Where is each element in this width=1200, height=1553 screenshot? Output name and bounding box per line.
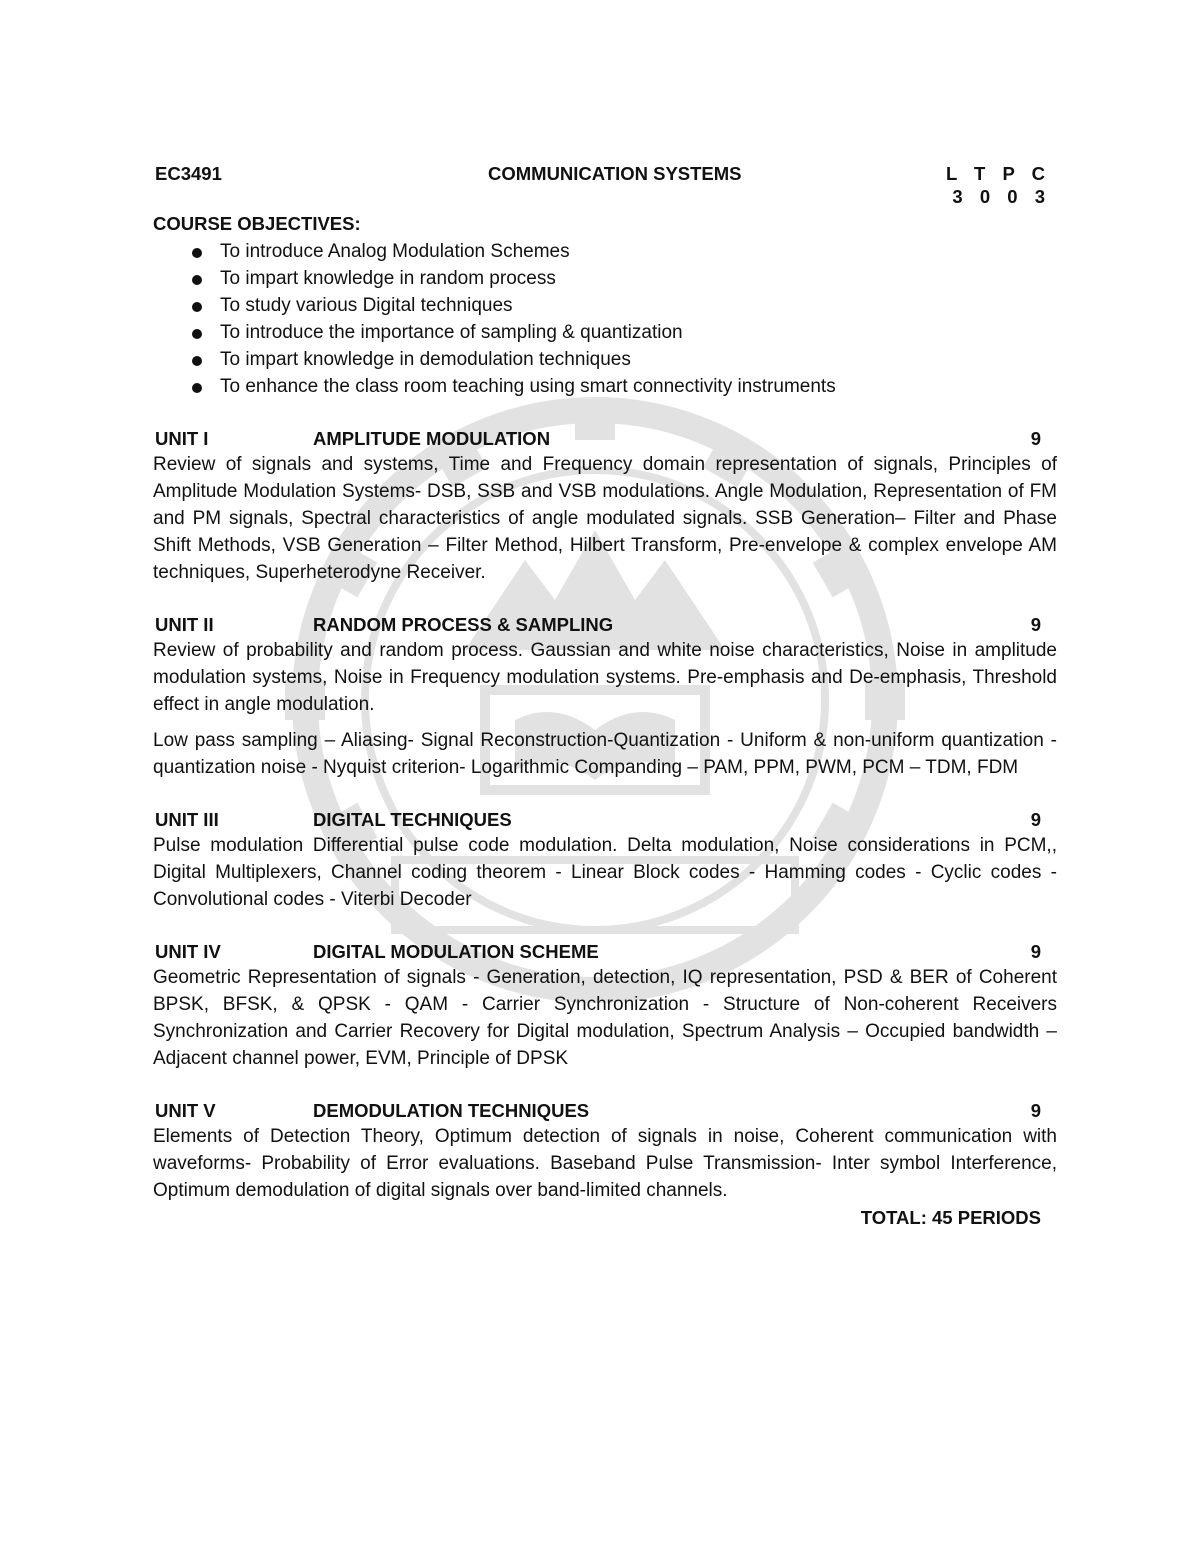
unit-name: AMPLITUDE MODULATION bbox=[313, 428, 551, 449]
unit-name: RANDOM PROCESS & SAMPLING bbox=[313, 614, 614, 635]
list-item bbox=[189, 238, 1057, 265]
unit-number: UNIT II bbox=[155, 614, 214, 635]
objectives-list bbox=[153, 238, 1057, 400]
objective-text: To study various Digital techniques bbox=[220, 295, 513, 316]
objective-text: To introduce the importance of sampling & quantization bbox=[220, 322, 683, 343]
unit-content: Geometric Representation of signals - Generation, detection, IQ representation, PSD & BER of Coherent BPSK, BFSK, & QPSK - QAM - Carrier Synchronization - Structure of Non-coherent Receivers Synchronization and Carrier Recovery for Digital modulation, Spectrum Analysis – Occupied bandwidth – Adjacent channel power, EVM, Principle of DPSK bbox=[153, 967, 1057, 1069]
unit-1 bbox=[153, 424, 1057, 586]
unit-hours: 9 bbox=[1030, 809, 1041, 830]
unit-hours: 9 bbox=[1030, 428, 1041, 449]
unit-number: UNIT V bbox=[155, 1100, 216, 1121]
credits-row bbox=[153, 186, 1057, 210]
list-item bbox=[189, 319, 1057, 346]
unit-hours: 9 bbox=[1030, 614, 1041, 635]
unit-4 bbox=[153, 937, 1057, 1072]
unit-number: UNIT III bbox=[155, 809, 219, 830]
unit-heading bbox=[153, 424, 1057, 451]
course-title: COMMUNICATION SYSTEMS bbox=[488, 163, 742, 184]
list-item bbox=[189, 373, 1057, 400]
bullet-icon bbox=[192, 383, 202, 393]
course-code: EC3491 bbox=[155, 163, 222, 184]
unit-name: DIGITAL MODULATION SCHEME bbox=[313, 941, 599, 962]
list-item bbox=[189, 346, 1057, 373]
unit-number: UNIT I bbox=[155, 428, 209, 449]
unit-3 bbox=[153, 805, 1057, 913]
ltpc-values: 3 0 0 3 bbox=[952, 186, 1051, 207]
list-item bbox=[189, 292, 1057, 319]
unit-content: Review of signals and systems, Time and Frequency domain representation of signals, Principles of Amplitude Modulation Systems- DSB, SSB and VSB modulations. Angle Modulation, Representation of FM and PM signals, Spectral characteristics of angle modulated signals. SSB Generation– Filter and Phase Shift Methods, VSB Generation – Filter Method, Hilbert Transform, Pre-envelope & complex envelope AM techniques, Superheterodyne Receiver. bbox=[153, 454, 1057, 583]
unit-2 bbox=[153, 610, 1057, 781]
bullet-icon bbox=[192, 329, 202, 339]
unit-heading bbox=[153, 805, 1057, 832]
unit-name: DEMODULATION TECHNIQUES bbox=[313, 1100, 590, 1121]
course-header bbox=[153, 158, 1057, 186]
unit-heading bbox=[153, 1096, 1057, 1123]
unit-heading bbox=[153, 937, 1057, 964]
unit-number: UNIT IV bbox=[155, 941, 221, 962]
objective-text: To impart knowledge in random process bbox=[220, 268, 556, 289]
unit-hours: 9 bbox=[1030, 1100, 1041, 1121]
objective-text: To enhance the class room teaching using smart connectivity instruments bbox=[220, 376, 836, 397]
unit-content: Pulse modulation Differential pulse code modulation. Delta modulation, Noise considerations in PCM,, Digital Multiplexers, Channel coding theorem - Linear Block codes - Hamming codes - Cyclic codes - Convolutional codes - Viterbi Decoder bbox=[153, 835, 1057, 910]
unit-hours: 9 bbox=[1030, 941, 1041, 962]
unit-content: Review of probability and random process. Gaussian and white noise characteristics, Noise in amplitude modulation systems, Noise in Frequency modulation systems. Pre-emphasis and De-emphasis, Threshold effect in angle modulation. bbox=[153, 640, 1057, 715]
total-periods: TOTAL: 45 PERIODS bbox=[860, 1207, 1041, 1228]
unit-name: DIGITAL TECHNIQUES bbox=[313, 809, 512, 830]
objective-text: To introduce Analog Modulation Schemes bbox=[220, 241, 570, 262]
bullet-icon bbox=[192, 302, 202, 312]
ltpc-label: L T P C bbox=[945, 163, 1051, 184]
list-item bbox=[189, 265, 1057, 292]
bullet-icon bbox=[192, 275, 202, 285]
unit-5 bbox=[153, 1096, 1057, 1204]
bullet-icon bbox=[192, 356, 202, 366]
document-body bbox=[153, 158, 1057, 1231]
bullet-icon bbox=[192, 248, 202, 258]
objective-text: To impart knowledge in demodulation techniques bbox=[220, 349, 631, 370]
unit-heading bbox=[153, 610, 1057, 637]
objectives-heading: COURSE OBJECTIVES: bbox=[153, 213, 361, 234]
unit-content: Elements of Detection Theory, Optimum detection of signals in noise, Coherent communication with waveforms- Probability of Error evaluations. Baseband Pulse Transmission- Inter symbol Interference, Optimum demodulation of digital signals over band-limited channels. bbox=[153, 1126, 1057, 1201]
unit-content: Low pass sampling – Aliasing- Signal Reconstruction-Quantization - Uniform & non-uniform quantization - quantization noise - Nyquist criterion- Logarithmic Companding – PAM, PPM, PWM, PCM – TDM, FDM bbox=[153, 730, 1057, 778]
